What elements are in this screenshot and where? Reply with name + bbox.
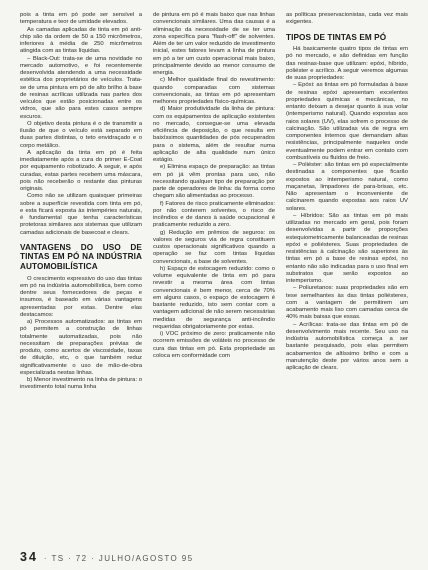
section-heading-vantagens: VANTAGENS DO USO DE TINTAS EM PÓ NA INDÚSTRIA AUTOMOBILÍSTICA (20, 242, 142, 271)
paragraph: Há basicamente quatro tipos de tintas em pó no mercado, e são definidas em função das resinas-base que utilizam: epóxi, híbrido, poliéster e acrílico. A seguir veremos algumas de suas propriedades: (286, 46, 408, 82)
paragraph: a) Processos automatizados: as tintas em pó permitem a construção de linhas totalmente automatizadas, pois não necessitam de preparações prévias de produto, como acertos de viscosidade, taxas de diluição, etc, o que também reduz significativamente o uso de mão-de-obra especializada nestas linhas. (20, 319, 142, 376)
paragraph: as políticas preservacionistas, cada vez mais exigentes. (286, 12, 408, 26)
paragraph: – Poliéster: são tintas em pó especialmente destinadas a componentes que ficarão expostos ao intemperismo natural, como maçanetas, limpadores de para-brisas, etc. Não apresentam o inconveniente de calcinarem quando expostas aos raios UV solares. (286, 162, 408, 212)
paragraph: f) Fatores de risco praticamente eliminados: por não conterem solventes, o risco de incêndios e de danos à saúde ocupacional é praticamente reduzido a zero. (153, 200, 275, 229)
paragraph: Como não se utilizam quaisquer primeiras sobre a superfície revestida com tinta em pó, e esta ficará exposta às intempéries naturais, é fundamental que tenha características protetoras similares aos sistemas que utilizam camadas adicionais de basecoat e clears. (20, 193, 142, 236)
page-number: 34 (20, 550, 38, 564)
paragraph: O crescimento expressivo do uso das tintas em pó na indústria automobilística, bem como dentre seus fornecedores de peças e insumos, é baseado em várias vantagens apresentadas por estas. Dentre elas destacamos: (20, 275, 142, 318)
paragraph: g) Redução em prêmios de seguros: os valores de seguros via de regra constituem custos operacionais significativos quando a operação se faz com tintas líquidas convencionais, a base de solventes. (153, 229, 275, 265)
paragraph: c) Melhor qualidade final do revestimento: quando comparadas com sistemas convencionais, as tintas em pó apresentam melhores propriedades físico-químicas. (153, 77, 275, 105)
paragraph: – Acrílicas: trata-se das tintas em pó de desenvolvimento mais recente. Seu uso na indústria automobilística começa a ser bastante pesquisado, pois elas permitem acabamentos de altíssimo brilho e com a manutenção deste por vários anos sem a aplicação de clears. (286, 321, 408, 372)
paragraph: – Híbridos: São as tintas em pó mais utilizadas no mercado em geral, pois foram desenvolvidas a partir de proporções estequiometricamente balanceadas de resinas epóxi e poliésteres. Suas propriedades de resistências à calcinação são superiores às tintas em pó a base de resinas epóxi, no entanto não são indicadas para o uso final em substratos que serão expostos ao intemperismo. (286, 212, 408, 285)
paragraph: i) VOC próximo de zero: praticamente não ocorrem emissões de voláteis no processo de cura das tintas em pó. Esta propriedade as coloca em conformidade com (153, 331, 275, 359)
section-heading-tipos: TIPOS DE TINTAS EM PÓ (286, 32, 387, 42)
paragraph: – Black-Out: trata-se de uma novidade no mercado automotivo, e foi recentemente desenvolvida atendendo a uma necessidade estética dos proprietários de veículos. Trata-se de uma pintura em pó de alto brilho à base de resinas acrílicas utilizada nas partes dos veículos que estão posicionadas entre os vidros, que são para estes casos sempre escuros. (20, 55, 142, 120)
paragraph: d) Maior produtividade da linha de pintura: com os equipamentos de aplicação existentes no mercado, consegue-se uma elevada eficiência de deposição, o que resulta em baixíssimos quantidades de pós recuperados para o sistema, além de resultar numa aplicação de alta qualidade num único estágio. (153, 106, 275, 163)
column-1 (20, 12, 142, 550)
column-3 (286, 12, 408, 550)
paragraph: h) Espaço de estocagem reduzido: como o volume equivalente de tinta em pó para revestir a mesma área com tintas convencionais é bem menor, cerca de 70% em alguns casos, o espaço de estocagem é bastante reduzido, isto sem contar com a vantagem adicional de não serem necessárias medidas de segurança anti-incêndio requeridas obrigatoriamente por estas. (153, 265, 275, 330)
paragraph: As camadas aplicadas de tinta em pó anti-chip são da ordem de 50 a 150 micrômetros, inferiores à média de 250 micrômetros atingida com as tintas líquidas. (20, 26, 142, 55)
paragraph: b) Menor investimento na linha de pintura: o investimento total numa linha (20, 377, 142, 391)
paragraph: A aplicação da tinta em pó é feita imediatamente após a cura do primer E-Coat por equipamento robotizado. A seguir, e após curadas, estas partes recebem uma máscara, pois não receberão o restante das pinturas originais. (20, 149, 142, 192)
paragraph: O objetivo desta pintura é o de transmitir a ilusão de que o veículo está separado em duas partes distintas, o teto envidraçado e o corpo metálico. (20, 120, 142, 149)
paragraph: de pintura em pó é mais baixo que nas linhas convencionais similares. Uma das causas é a eliminação da necessidade de se ter uma zona específica para "flash-off" de solventes. Além de ter um valor reduzido de investimento inicial, estes fatores levam a linha de pintura em pó a ter um custo operacional mais baixo, principalmente devido ao menor consumo de energia. (153, 12, 275, 76)
paragraph: – Poliuretanos: suas propriedades são em tese semelhantes às das tintas poliésteres, com a vantagem de permitirem um acabamento mais liso com camadas cerca de 40% mais baixas que essas. (286, 285, 408, 321)
article-columns (20, 12, 412, 550)
paragraph: – Epóxi: as tintas em pó formuladas à base de resinas epóxi apresentam excelentes propriedades químicas e mecânicas, no entanto deixam a desejar quanto à sua volar (intemperismo natural). Quando expostas aos raios solares (UV), elas sofrem o processo de calcinação. São utilizadas via de regra em componentes internos que demandam altas resistências, principalmente naqueles onde eventualmente podem entrar em contato com combustíveis ou fluidos de freio. (286, 82, 408, 161)
column-2 (153, 12, 275, 550)
paragraph: e) Elimina espaço de preparação: as tintas em pó já vêm prontas para uso, não necessitando qualquer tipo de preparação por parte de operadores de linha: da forma como chegam são alimentadas ao processo. (153, 164, 275, 200)
page-footer (20, 550, 193, 564)
issue-info: · TS · 72 · JULHO/AGOSTO 95 (43, 554, 194, 563)
paragraph: pois a tinta em pó pode ser sensível a temperatura e teor de umidade elevados. (20, 12, 142, 26)
